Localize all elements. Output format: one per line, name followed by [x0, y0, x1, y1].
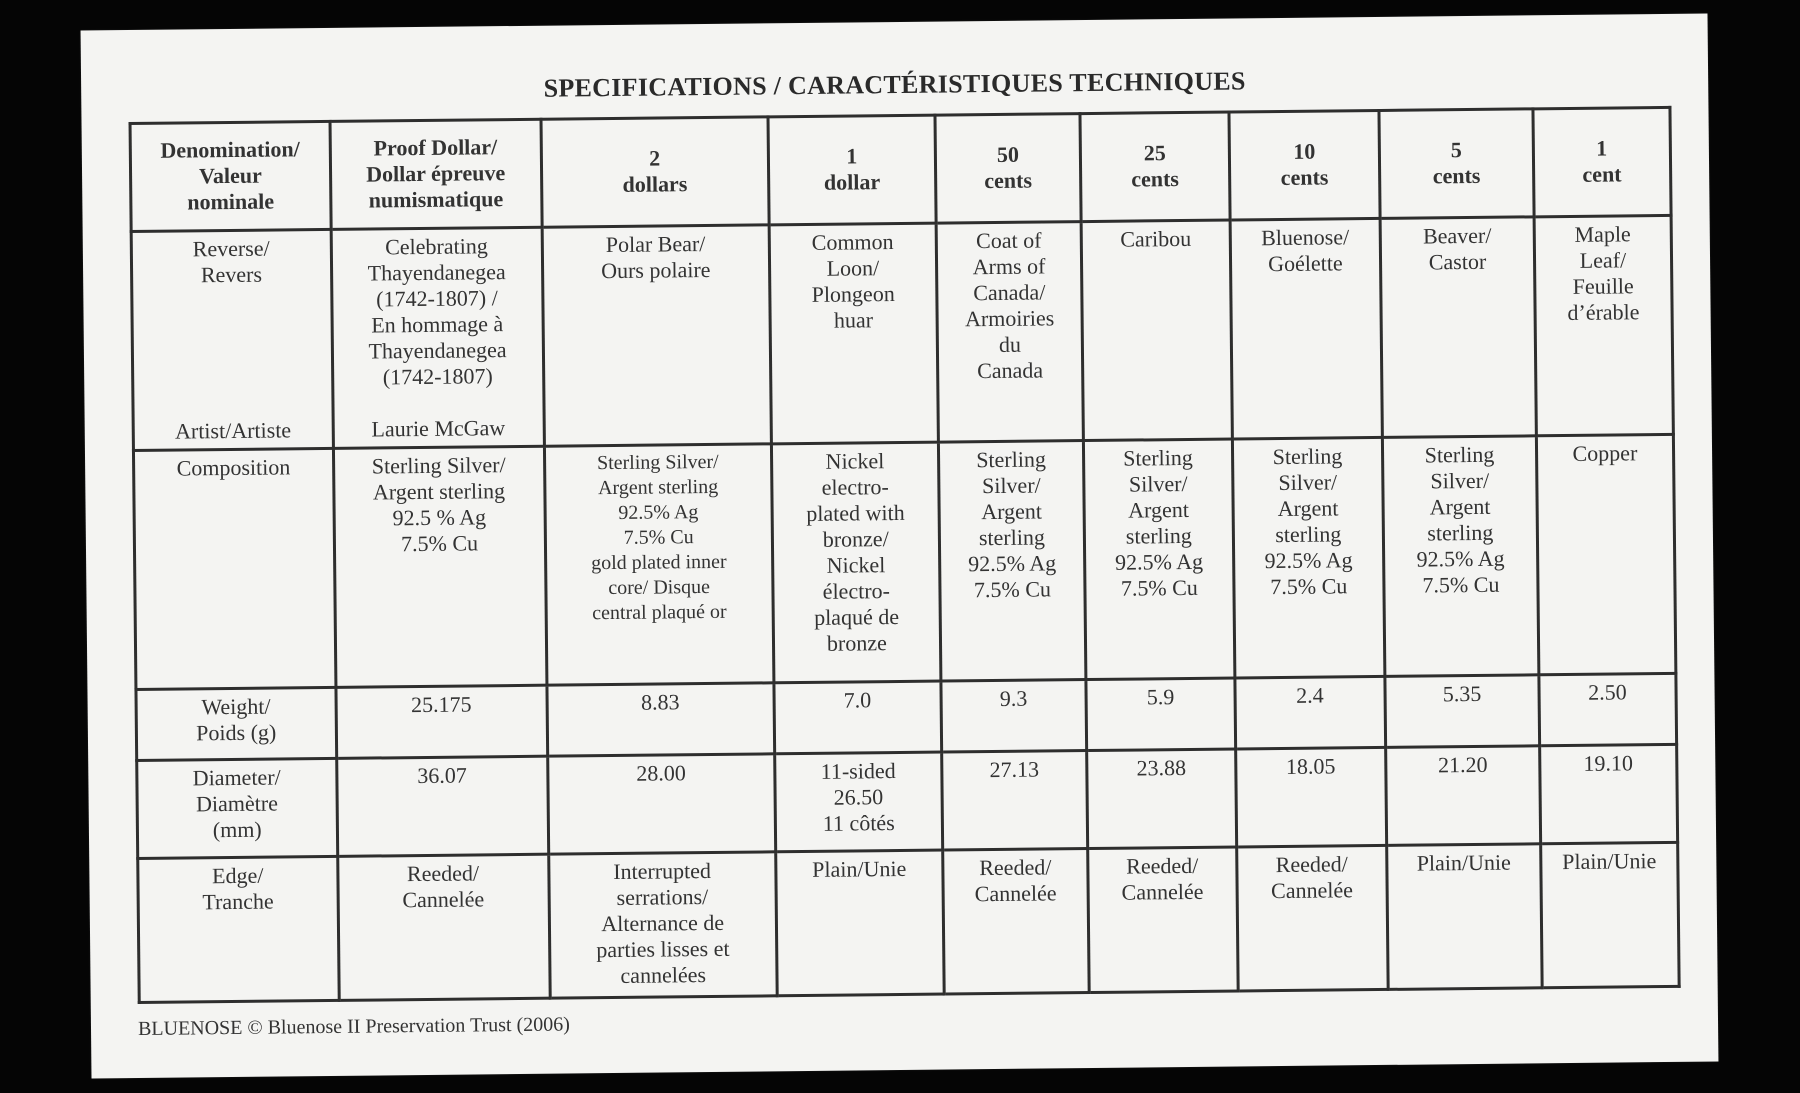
table-cell: Sterling Silver/ Argent sterling 92.5 % Ag 7.5% Cu: [333, 446, 546, 688]
table-cell: Beaver/ Castor: [1380, 216, 1536, 437]
table-cell: Sterling Silver/ Argent sterling 92.5% Ag 7.5% Cu: [938, 440, 1086, 681]
composition-row: [133, 434, 1675, 690]
table-cell: Reeded/ Cannelée: [1088, 847, 1238, 993]
column-header: 1 cent: [1533, 107, 1671, 216]
table-cell: Caribou: [1081, 220, 1232, 441]
table-cell: Reeded/ Cannelée: [1236, 845, 1388, 991]
artist-name: Laurie McGaw: [371, 414, 506, 442]
table-cell: 23.88: [1087, 749, 1236, 848]
composition-label: Composition: [133, 448, 335, 690]
table-cell: 21.20: [1386, 746, 1541, 845]
table-cell: Celebrating Thayendanegea (1742-1807) / En hommage à Thayendanegea (1742-1807) Laurie McGaw: [331, 227, 544, 448]
table-cell: 5.9: [1086, 678, 1235, 751]
edge-label: Edge/ Tranche: [138, 856, 339, 1002]
copyright-footer: BLUENOSE © Bluenose II Preservation Trust (2006): [137, 1013, 570, 1040]
table-cell: Copper: [1536, 434, 1676, 675]
table-cell: Reeded/ Cannelée: [337, 854, 549, 1000]
table-cell: Bluenose/ Goélette: [1230, 218, 1383, 439]
table-cell: 19.10: [1539, 745, 1677, 844]
table-cell: Sterling Silver/ Argent sterling 92.5% Ag 7.5% Cu gold plated inner core/ Disque central plaqué or: [544, 444, 774, 686]
table-cell: 11-sided 26.50 11 côtés: [775, 752, 943, 851]
table-cell: Plain/Unie: [776, 850, 944, 996]
column-header: 50 cents: [935, 114, 1082, 223]
weight-label: Weight/ Poids (g): [136, 688, 336, 761]
table-cell: Sterling Silver/ Argent sterling 92.5% Ag 7.5% Cu: [1084, 439, 1235, 680]
table-cell: Plain/Unie: [1540, 842, 1679, 988]
reverse-row: [131, 215, 1673, 450]
table-cell: 9.3: [941, 680, 1087, 753]
table-cell: Polar Bear/ Ours polaire: [542, 224, 772, 446]
table-cell: 7.0: [774, 681, 942, 754]
diameter-label: Diameter/ Diamètre (mm): [137, 759, 338, 859]
table-cell: Coat of Arms of Canada/ Armoiries du Canada: [936, 221, 1084, 442]
specification-card: [81, 14, 1719, 1079]
table-cell: Reeded/ Cannelée: [942, 848, 1089, 994]
table-cell: 2.50: [1539, 674, 1677, 746]
reverse-label: Reverse/ Revers Artist/Artiste: [131, 229, 333, 450]
denomination-label: Denomination/ Valeur nominale: [130, 121, 331, 231]
table-cell: 18.05: [1235, 748, 1387, 847]
table-cell: Sterling Silver/ Argent sterling 92.5% Ag 7.5% Cu: [1383, 436, 1539, 677]
table-cell: 27.13: [941, 751, 1087, 850]
column-header: Proof Dollar/ Dollar épreuve numismatique: [330, 119, 542, 229]
table-cell: 36.07: [336, 757, 548, 857]
column-header: 10 cents: [1229, 110, 1381, 219]
column-header: 5 cents: [1379, 109, 1534, 218]
column-header: 2 dollars: [541, 117, 769, 227]
column-header: 25 cents: [1080, 112, 1230, 221]
page-title: SPECIFICATIONS / CARACTÉRISTIQUES TECHNIQUES: [543, 66, 1246, 103]
table-cell: Sterling Silver/ Argent sterling 92.5% Ag 7.5% Cu: [1232, 437, 1385, 678]
table-cell: 25.175: [336, 686, 548, 759]
table-cell: 28.00: [547, 754, 775, 854]
table-cell: Maple Leaf/ Feuille d’érable: [1534, 215, 1674, 436]
artist-label: Artist/Artiste: [174, 417, 292, 444]
table-cell: 2.4: [1235, 677, 1386, 750]
diameter-row: [137, 745, 1678, 859]
table-cell: Interrupted serrations/ Alternance de parties lisses et cannelées: [548, 852, 777, 999]
table-cell: Common Loon/ Plongeon huar: [769, 223, 938, 444]
edge-row: [138, 842, 1679, 1002]
table-cell: Nickel electro- plated with bronze/ Nickel électro- plaqué de bronze: [771, 442, 940, 683]
column-header: 1 dollar: [768, 115, 936, 224]
table-cell: 8.83: [547, 683, 775, 756]
table-cell: Plain/Unie: [1387, 844, 1542, 990]
table-cell: 5.35: [1385, 675, 1539, 748]
specifications-table: [129, 106, 1681, 1004]
denomination-row: [130, 107, 1671, 231]
